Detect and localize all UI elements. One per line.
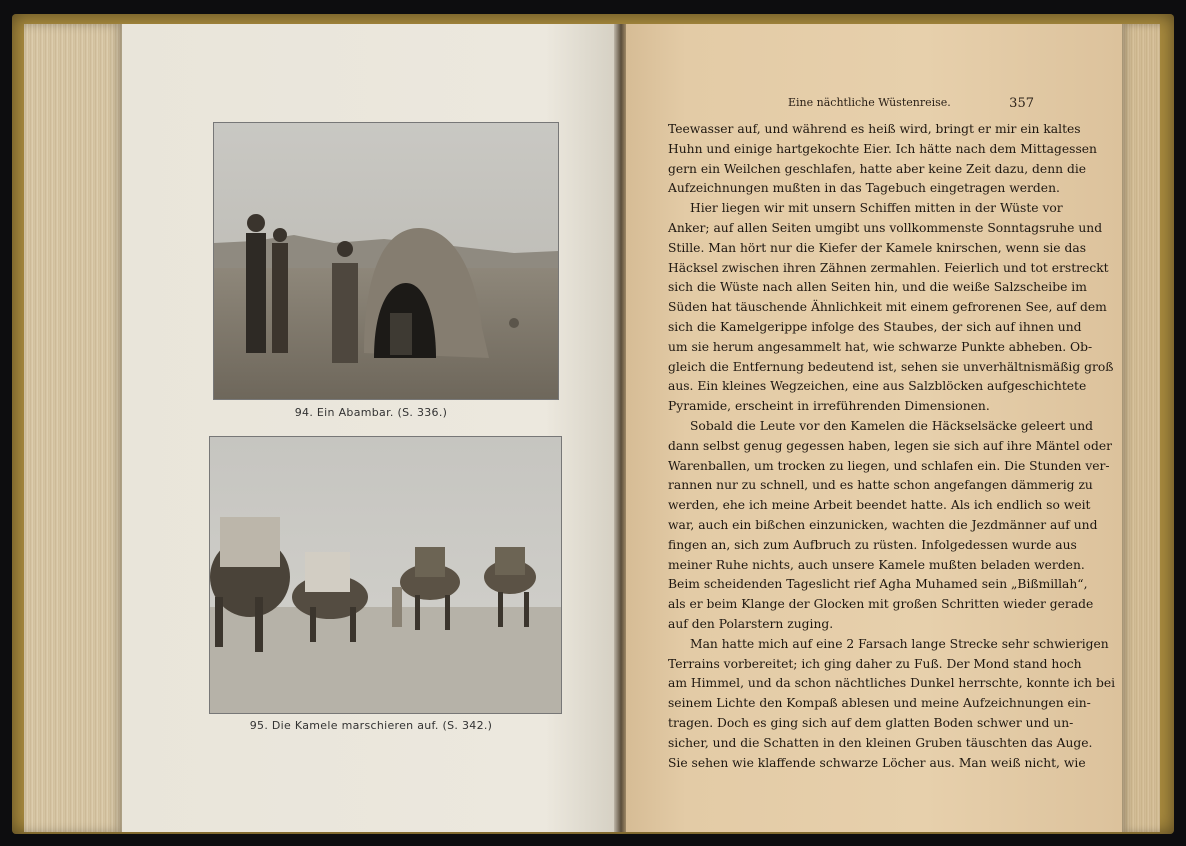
text-line: Häcksel zwischen ihren Zähnen zermahlen. Feierlich und tot erstreckt bbox=[668, 260, 1109, 275]
text-line: Pyramide, erscheint in irreführenden Dimensionen. bbox=[668, 399, 990, 414]
text-line: sich die Kamelgerippe infolge des Staubes, der sich auf ihnen und bbox=[668, 319, 1082, 334]
text-line: Beim scheidenden Tageslicht rief Agha Muhamed sein „Bißmillah“, bbox=[668, 577, 1088, 592]
text-line: werden, ehe ich meine Arbeit beendet hatte. Als ich endlich so weit bbox=[668, 498, 1091, 513]
body-text bbox=[668, 120, 1116, 773]
text-line: rannen nur zu schnell, und es hatte schon angefangen dämmerig zu bbox=[668, 478, 1093, 493]
running-head-title: Eine nächtliche Wüstenreise. bbox=[788, 96, 951, 109]
text-line: Teewasser auf, und während es heiß wird, bringt er mir ein kaltes bbox=[668, 122, 1081, 136]
text-line: Warenballen, um trocken zu liegen, und schlafen ein. Die Stunden ver- bbox=[668, 458, 1110, 473]
plate-94-caption: 94. Ein Abambar. (S. 336.) bbox=[294, 406, 448, 419]
text-line: seinem Lichte den Kompaß ablesen und meine Aufzeichnungen ein- bbox=[668, 696, 1091, 711]
page-number: 357 bbox=[1009, 96, 1034, 111]
photo-plate-95 bbox=[209, 436, 562, 714]
page-edges-right bbox=[1120, 24, 1160, 832]
text-line: am Himmel, und da schon nächtliches Dunkel herrschte, konnte ich bei bbox=[668, 676, 1116, 691]
text-line: als er beim Klange der Glocken mit großen Schritten wieder gerade bbox=[668, 597, 1094, 612]
text-line: war, auch ein bißchen einzunicken, wachten die Jezdmänner auf und bbox=[668, 517, 1098, 532]
text-line: Sobald die Leute vor den Kamelen die Häckselsäcke geleert und bbox=[690, 418, 1093, 433]
text-line: meiner Ruhe nichts, auch unsere Kamele mußten beladen werden. bbox=[668, 557, 1085, 572]
text-line: tragen. Doch es ging sich auf dem glatten Boden schwer und un- bbox=[668, 715, 1074, 730]
text-line: sicher, und die Schatten in den kleinen Gruben täuschten das Auge. bbox=[668, 735, 1093, 750]
plate-95-caption: 95. Die Kamele marschieren auf. (S. 342.) bbox=[249, 719, 493, 732]
text-line: Anker; auf allen Seiten umgibt uns vollkommenste Sonntagsruhe und bbox=[668, 220, 1103, 235]
text-line: auf den Polarstern zuging. bbox=[668, 616, 834, 631]
text-line: dann selbst genug gegessen haben, legen sie sich auf ihre Mäntel oder bbox=[668, 438, 1112, 453]
text-line: Hier liegen wir mit unsern Schiffen mitten in der Wüste vor bbox=[690, 201, 1063, 216]
text-line: Stille. Man hört nur die Kiefer der Kamele knirschen, wenn sie das bbox=[668, 240, 1087, 255]
text-line: Man hatte mich auf eine 2 Farsach lange Strecke sehr schwierigen bbox=[690, 636, 1109, 651]
text-line: gern ein Weilchen geschlafen, hatte aber keine Zeit dazu, denn die bbox=[668, 161, 1087, 176]
text-line: aus. Ein kleines Wegzeichen, eine aus Salzblöcken aufgeschichtete bbox=[668, 379, 1087, 394]
text-line: Aufzeichnungen mußten in das Tagebuch eingetragen werden. bbox=[668, 181, 1060, 196]
photo-abambar-image bbox=[214, 123, 558, 399]
text-line: Huhn und einige hartgekochte Eier. Ich hätte nach dem Mittagessen bbox=[668, 141, 1097, 156]
text-line: um sie herum angesammelt hat, wie schwarze Punkte abheben. Ob- bbox=[668, 339, 1093, 354]
text-line: gleich die Entfernung bedeutend ist, sehen sie unverhältnismäßig groß bbox=[668, 359, 1114, 374]
photo-camels-image bbox=[210, 437, 561, 713]
text-line: Süden hat täuschende Ähnlichkeit mit einem gefrorenen See, auf dem bbox=[668, 300, 1107, 315]
text-line: sich die Wüste nach allen Seiten hin, und die weiße Salzscheibe im bbox=[668, 280, 1087, 295]
text-line: fingen an, sich zum Aufbruch zu rüsten. Infolgedessen wurde aus bbox=[668, 537, 1077, 552]
page-edges-left bbox=[24, 24, 124, 832]
text-line: Sie sehen wie klaffende schwarze Löcher aus. Man weiß nicht, wie bbox=[668, 755, 1086, 770]
text-line: Terrains vorbereitet; ich ging daher zu Fuß. Der Mond stand hoch bbox=[668, 656, 1082, 671]
photo-plate-94 bbox=[213, 122, 559, 400]
